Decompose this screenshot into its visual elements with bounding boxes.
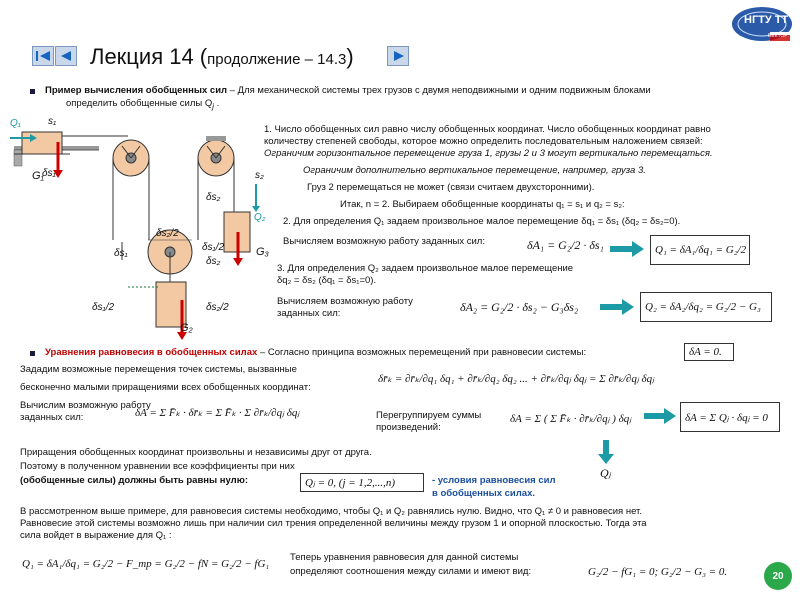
arrow-down-qj bbox=[603, 440, 609, 454]
p-line3: (обобщенные силы) должны быть равны нулю: bbox=[20, 475, 248, 486]
bullet-2 bbox=[30, 351, 35, 356]
last-line1: В рассмотренном выше примере, для равновесия системы необходимо, чтобы Q₁ и Q₂ равнялись нулю. Видно, что Q₁ ≠ 0 и равновесия нет. bbox=[20, 506, 642, 517]
first-icon-bar bbox=[36, 51, 38, 61]
last-line3: сила войдет в выражение для Q₁ : bbox=[20, 530, 172, 541]
q2-label: Q₂ bbox=[254, 212, 266, 223]
ds2-label: δs₂ bbox=[206, 192, 221, 203]
ds1-half-bottom-label: δs₁/2 bbox=[92, 302, 115, 313]
formula-bottom-f2: G₂/2 − fG₁ = 0; G₂/2 − G₃ = 0. bbox=[588, 566, 728, 578]
formula-f1-left: δA₁ = G₂/2 · δs₁ bbox=[527, 238, 604, 252]
formula-bottom-f1: Q₁ = δA₁/δq₁ = G₂/2 − F_тр = G₂/2 − fN = G₂/2 − fG₁ bbox=[22, 558, 270, 570]
formula-regroup: δA = Σ ( Σ F̄ₖ · ∂r̄ₖ/∂qⱼ ) δqⱼ bbox=[510, 413, 632, 425]
page-title: Лекция 14 (продолжение – 14.3) bbox=[90, 44, 354, 69]
s1-label: s₁ bbox=[48, 116, 57, 127]
cond-line2: в обобщенных силах. bbox=[432, 488, 535, 499]
p2-line2: Вычисляем возможную работу заданных сил: bbox=[283, 236, 485, 247]
p1-line3: Ограничим горизонтальное перемещение груза 1, грузы 2 и 3 могут вертикально перемещаться. bbox=[264, 148, 713, 159]
page-number-badge: 20 bbox=[764, 562, 792, 590]
diagram-svg bbox=[10, 112, 270, 342]
g2-label: G₂ bbox=[180, 322, 193, 334]
p1-line2: количеству степеней свободы, которое можно определить последовательным наложением связей: bbox=[264, 136, 703, 147]
q1-label: Q₁ bbox=[10, 118, 21, 129]
final-line2: определяют соотношения между силами и имеют вид: bbox=[290, 566, 532, 577]
first-slide-button[interactable] bbox=[32, 46, 54, 66]
s2-label: s₂ bbox=[255, 170, 264, 181]
section2-l2: бесконечно малыми приращениями всех обобщенных координат: bbox=[20, 382, 311, 393]
formula-work-sum: δA = Σ F̄ₖ · δr̄ₖ = Σ F̄ₖ · Σ ∂r̄ₖ/∂qⱼ δqⱼ bbox=[135, 407, 300, 419]
ds1-left-label: δs₁ bbox=[114, 248, 128, 259]
section2-heading: Уравнения равновесия в обобщенных силах – Согласно принципа возможных перемещений при равновесии системы: bbox=[45, 347, 587, 358]
formula-dr-expansion: δr̄ₖ = ∂r̄ₖ/∂q₁ δq₁ + ∂r̄ₖ/∂q₂ δq₂ ... + ∂r̄ₖ/∂qⱼ δqⱼ = Σ ∂r̄ₖ/∂qⱼ δqⱼ bbox=[378, 373, 655, 385]
section2-l4: заданных сил: bbox=[20, 412, 84, 423]
p1-line1: 1. Число обобщенных сил равно числу обобщенных координат. Число обобщенных координат равно bbox=[264, 124, 711, 135]
mechanics-diagram bbox=[10, 112, 270, 342]
next-slide-button[interactable] bbox=[387, 46, 409, 66]
p3-line4: заданных сил: bbox=[277, 308, 341, 319]
qj-label: Qⱼ bbox=[600, 466, 611, 480]
ds2-half-bottom-label: δs₂/2 bbox=[206, 302, 229, 313]
prev-icon bbox=[61, 51, 71, 61]
ds2-half-left-label: δs₂/2 bbox=[156, 228, 179, 239]
arrow-regroup bbox=[644, 413, 664, 419]
next-icon bbox=[394, 51, 404, 61]
ds2-right-label: δs₂ bbox=[206, 256, 221, 267]
p1-line4: Ограничим дополнительно вертикальное перемещение, например, груза 3. bbox=[303, 165, 646, 176]
principle-box: δA = 0. bbox=[684, 343, 734, 361]
final-line1: Теперь уравнения равновесия для данной системы bbox=[290, 552, 519, 563]
arrow-f2 bbox=[600, 304, 622, 310]
section2-l1: Зададим возможные перемещения точек системы, вызванные bbox=[20, 364, 297, 375]
section1-heading-line2: определить обобщенные силы $Q_j$ . bbox=[66, 98, 220, 111]
last-line2: Равновесие этой системы возможно лишь при наличии сил трения определенной величины между грузом 1 и опорной плоскостью. Тогда эта bbox=[20, 518, 647, 529]
arrow-f1 bbox=[610, 246, 632, 252]
formula-f2-box: Q₂ = δA₂/δq₂ = G₂/2 − G₃ bbox=[640, 292, 772, 322]
arrow-f1-head bbox=[632, 241, 644, 257]
first-icon bbox=[40, 51, 50, 61]
section1-heading: Пример вычисления обобщенных сил – Для механической системы трех грузов с двумя неподвижными и одним подвижным блоками bbox=[45, 85, 651, 96]
ds1-top-label: δs₁ bbox=[42, 168, 56, 179]
regroup-label-2: произведений: bbox=[376, 422, 441, 433]
p3-line2: δq₂ = δs₂ (δq₁ = δs₁=0). bbox=[277, 275, 377, 286]
logo: НГТУ ТТ ВЕКТОР bbox=[730, 4, 794, 44]
bullet bbox=[30, 89, 35, 94]
arrow-down-qj-head bbox=[598, 454, 614, 464]
regroup-label-1: Перегруппируем суммы bbox=[376, 410, 482, 421]
formula-f2-left: δA₂ = G₂/2 · δs₂ − G₃δs₂ bbox=[460, 300, 579, 314]
arrow-regroup-head bbox=[664, 408, 676, 424]
arrow-f2-head bbox=[622, 299, 634, 315]
equilibrium-box: Qⱼ = 0, (j = 1,2,...,n) bbox=[300, 473, 424, 492]
p-line1: Приращения обобщенных координат произвольны и независимы друг от друга. bbox=[20, 447, 372, 458]
p2-line1: 2. Для определения Q₁ задаем произвольное малое перемещение δq₁ = δs₁ (δq₂ = δs₂=0). bbox=[283, 216, 681, 227]
prev-slide-button[interactable] bbox=[55, 46, 77, 66]
regroup-box: δA = Σ Qⱼ · δqⱼ = 0 bbox=[680, 402, 780, 432]
p1-line6: Итак, n = 2. Выбираем обобщенные координаты q₁ = s₁ и q₂ = s₂: bbox=[340, 199, 625, 210]
g1-label: G₁ bbox=[32, 170, 45, 182]
p3-line3: Вычисляем возможную работу bbox=[277, 296, 413, 307]
p-line2: Поэтому в полученном уравнении все коэффициенты при них bbox=[20, 461, 295, 472]
cond-line1: - условия равновесия сил bbox=[432, 475, 556, 486]
g3-label: G₃ bbox=[256, 246, 269, 258]
p3-line1: 3. Для определения Q₂ задаем произвольное малое перемещение bbox=[277, 263, 574, 274]
formula-f1-box: Q₁ = δA₁/δq₁ = G₂/2 bbox=[650, 235, 750, 265]
ds1-half-right-label: δs₁/2 bbox=[202, 242, 225, 253]
section2-l3: Вычислим возможную работу bbox=[20, 400, 151, 411]
p1-line5: Груз 2 перемещаться не может (связи считаем двухсторонними). bbox=[307, 182, 595, 193]
